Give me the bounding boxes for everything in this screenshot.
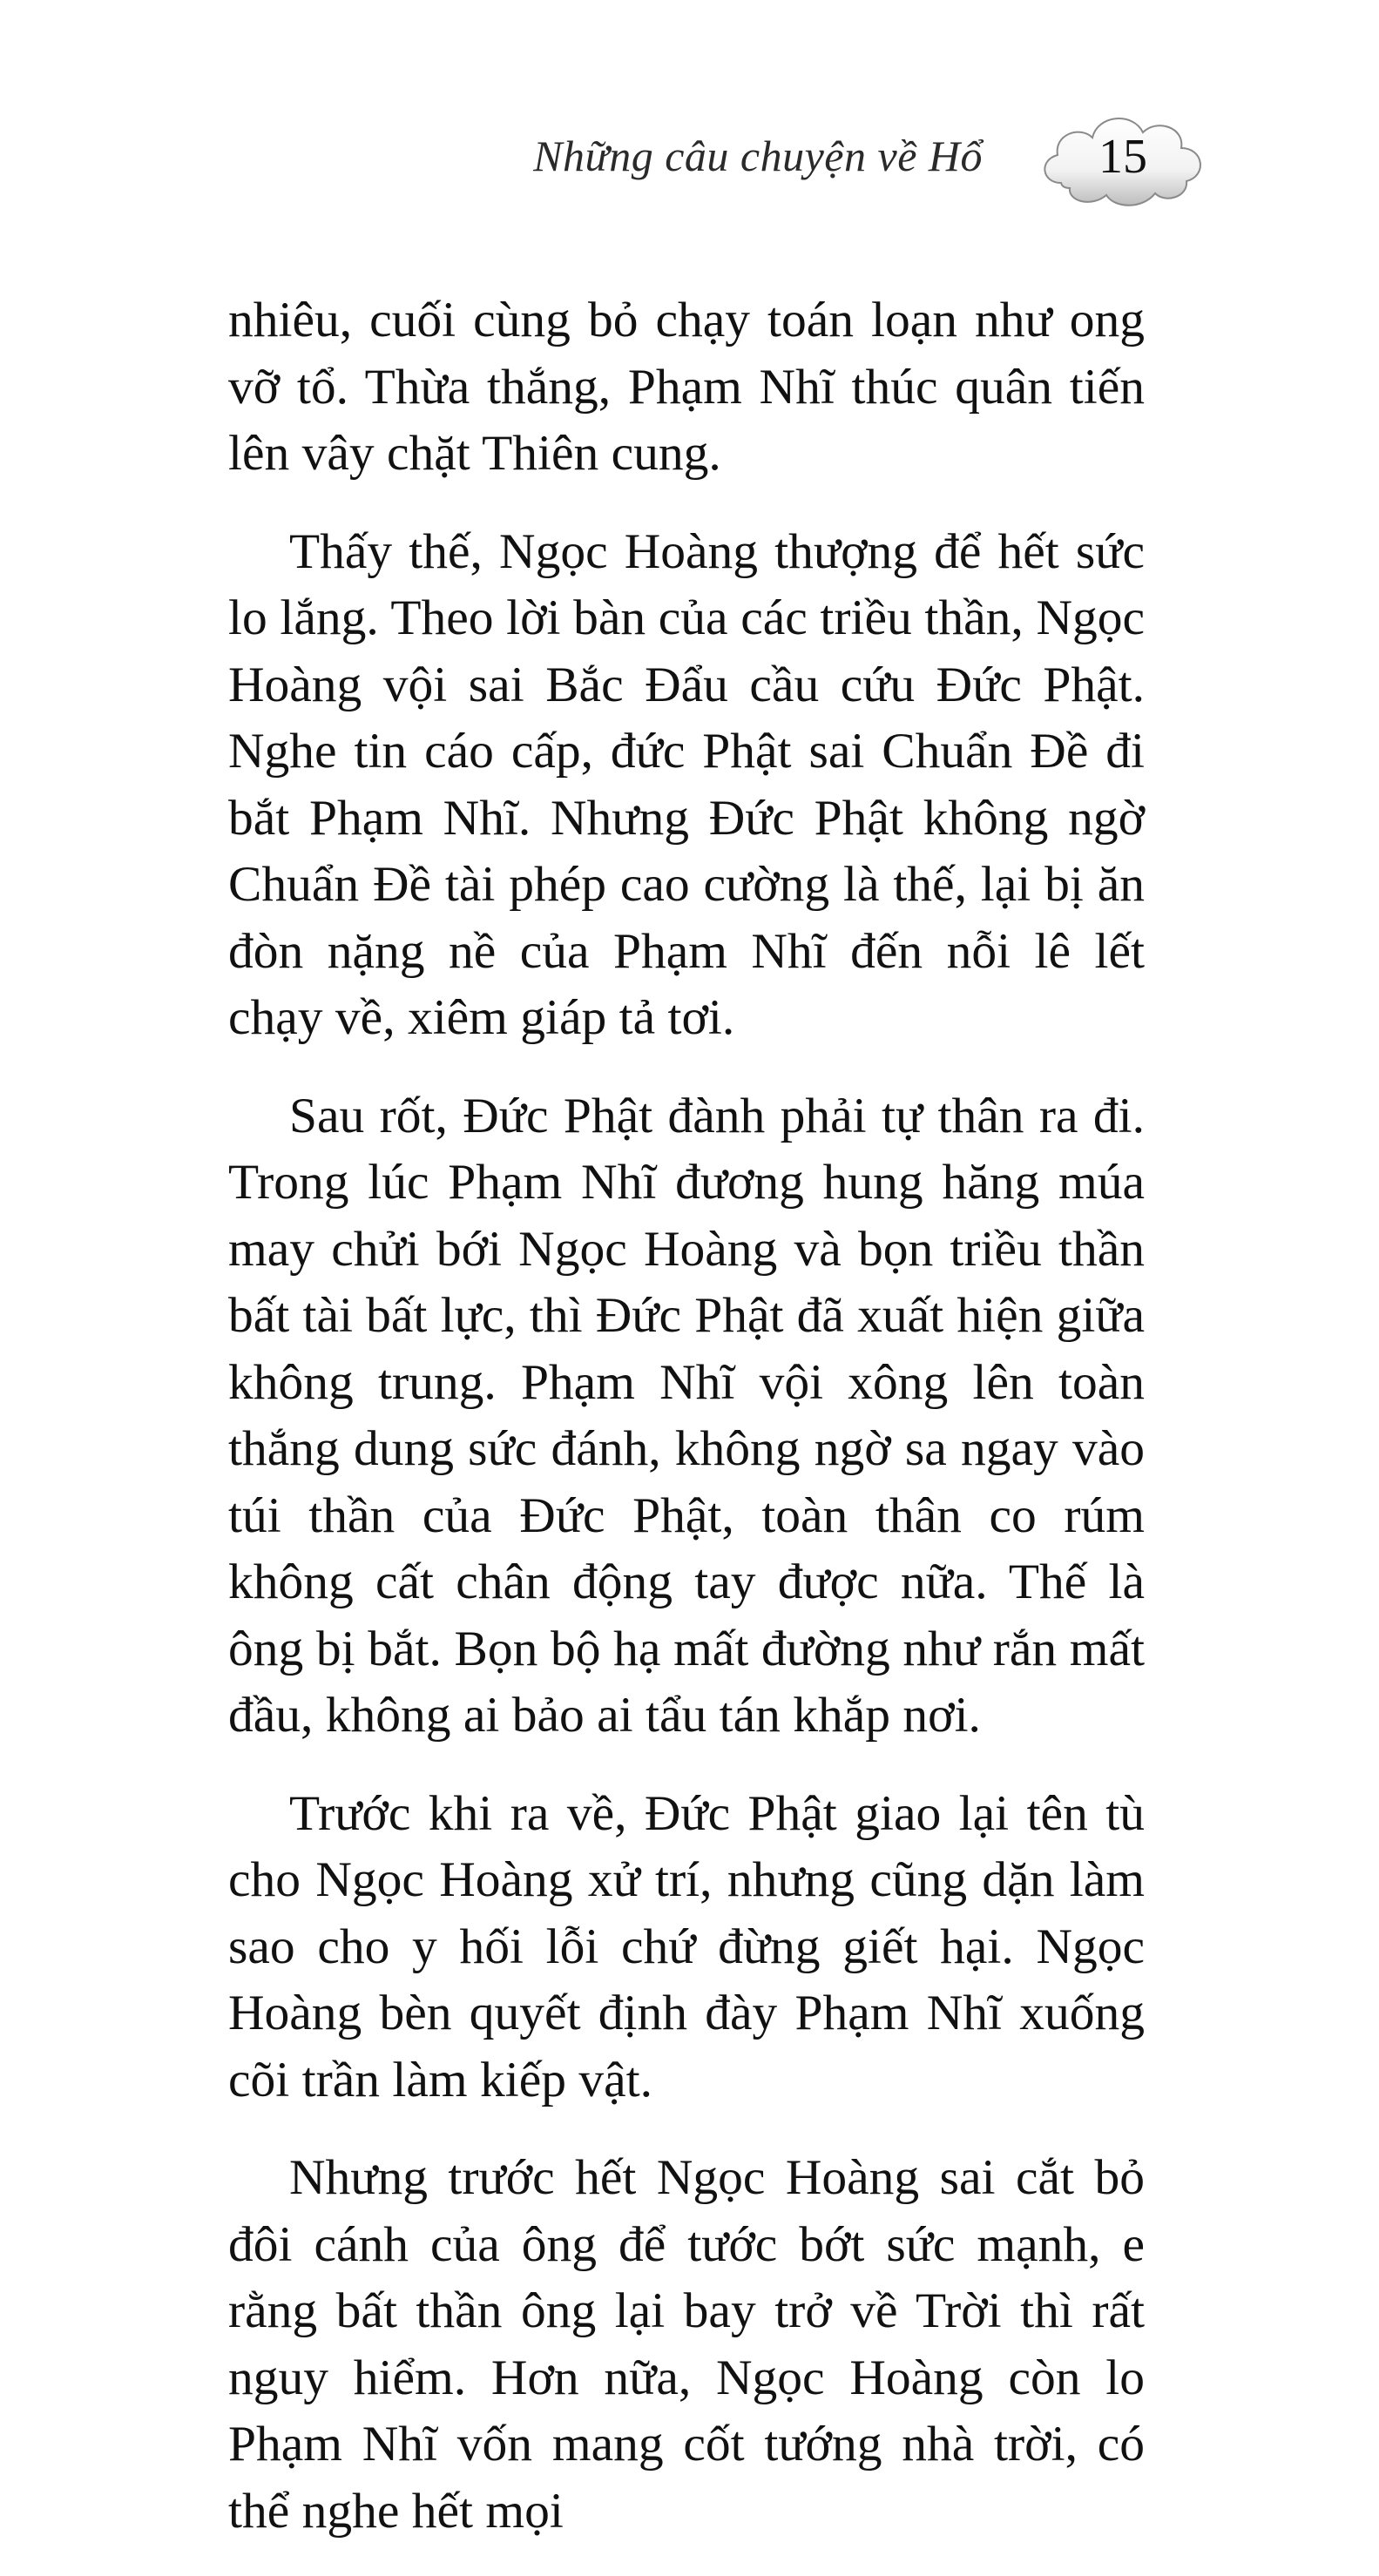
running-title: Những câu chuyện về Hổ bbox=[533, 131, 983, 180]
paragraph: Nhưng trước hết Ngọc Hoàng sai cắt bỏ đôi cánh của ông để tước bớt sức mạnh, e rằng bất thần ông lại bay trở về Trời thì rất nguy hiểm. Hơn nữa, Ngọc Hoàng còn lo Phạm Nhĩ vốn mang cốt tướng nhà trời, có thể nghe hết mọi bbox=[228, 2150, 1145, 2539]
page-number: 15 bbox=[1098, 130, 1147, 184]
body-text bbox=[228, 287, 1145, 2576]
paragraph: Sau rốt, Đức Phật đành phải tự thân ra đi. Trong lúc Phạm Nhĩ đương hung hăng múa may chửi bới Ngọc Hoàng và bọn triều thần bất tài bất lực, thì Đức Phật đã xuất hiện giữa không trung. Phạm Nhĩ vội xông lên toàn thắng dung sức đánh, không ngờ sa ngay vào túi thần của Đức Phật, toàn thân co rúm không cất chân động tay được nữa. Thế là ông bị bắt. Bọn bộ hạ mất đường như rắn mất đầu, không ai bảo ai tẩu tán khắp nơi. bbox=[228, 1088, 1145, 1743]
paragraph: Trước khi ra về, Đức Phật giao lại tên tù cho Ngọc Hoàng xử trí, nhưng cũng dặn làm sao cho y hối lỗi chứ đừng giết hại. Ngọc Hoàng bèn quyết định đày Phạm Nhĩ xuống cõi trần làm kiếp vật. bbox=[228, 1785, 1145, 2107]
page-number-badge bbox=[1035, 103, 1211, 221]
paragraph: Thấy thế, Ngọc Hoàng thượng để hết sức lo lắng. Theo lời bàn của các triều thần, Ngọc Hoàng vội sai Bắc Đẩu cầu cứu Đức Phật. Nghe tin cáo cấp, đức Phật sai Chuẩn Đề đi bắt Phạm Nhĩ. Nhưng Đức Phật không ngờ Chuẩn Đề tài phép cao cường là thế, lại bị ăn đòn nặng nề của Phạm Nhĩ đến nỗi lê lết chạy về, xiêm giáp tả tơi. bbox=[228, 523, 1145, 1045]
page-header bbox=[0, 0, 1379, 226]
paragraph: nhiêu, cuối cùng bỏ chạy toán loạn như ong vỡ tổ. Thừa thắng, Phạm Nhĩ thúc quân tiến lên vây chặt Thiên cung. bbox=[228, 293, 1145, 481]
